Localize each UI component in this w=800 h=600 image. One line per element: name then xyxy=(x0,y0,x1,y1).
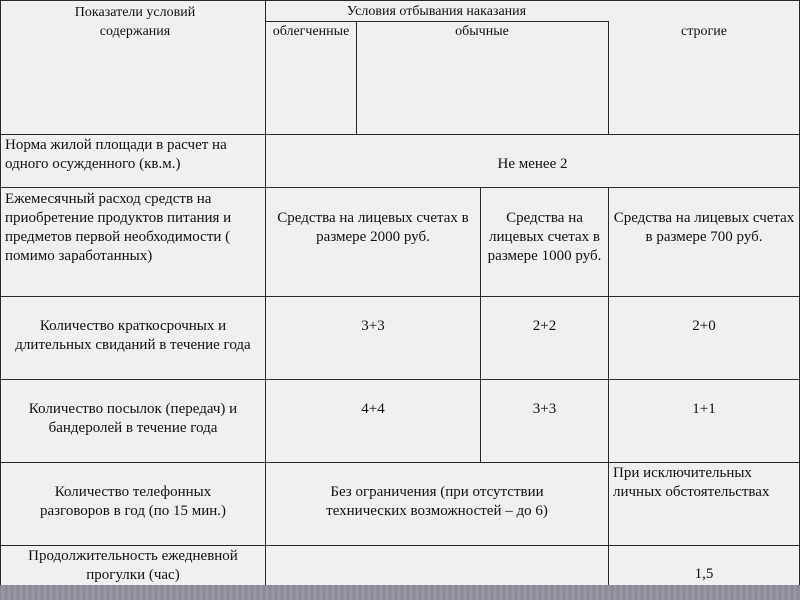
header-strict: строгие xyxy=(681,24,727,39)
row-label-phone-calls: Количество телефонных разговоров в год (по 15 мин.) xyxy=(39,484,227,519)
monthly-funds-strict: Средства на лицевых счетах в размере 700 руб. xyxy=(613,210,795,245)
walk-strict: 1,5 xyxy=(694,566,714,582)
visits-ordinary: 2+2 xyxy=(532,318,557,334)
parcels-lightened: 4+4 xyxy=(361,401,385,417)
monthly-funds-lightened: Средства на лицевых счетах в размере 2000 руб. xyxy=(277,210,469,245)
row-label-monthly-funds: Ежемесячный расход средств на приобретение продуктов питания и предметов первой необходимости ( помимо заработанных) xyxy=(5,191,232,264)
row-label-parcels: Количество посылок (передач) и бандеролей в течение года xyxy=(28,401,238,436)
row-label-walk: Продолжительность ежедневной прогулки (час) xyxy=(28,548,238,583)
row-label-visits: Количество краткосрочных и длительных свиданий в течение года xyxy=(15,318,251,353)
visits-lightened: 3+3 xyxy=(361,318,385,334)
header-indicators: Показатели условий содержания xyxy=(74,5,196,39)
phone-calls-lightened-ordinary: Без ограничения (при отсутствии технических возможностей – до 6) xyxy=(326,484,548,519)
monthly-funds-ordinary: Средства на лицевых счетах в размере 1000 руб. xyxy=(487,210,602,264)
header-conditions: Условия отбывания наказания xyxy=(346,4,527,19)
row-label-living-space: Норма жилой площади в расчет на одного осужденного (кв.м.) xyxy=(5,137,227,172)
bottom-decorative-band xyxy=(0,585,800,600)
header-lightened: облегченные xyxy=(272,24,350,39)
living-space-value: Не менее 2 xyxy=(497,156,568,172)
parcels-ordinary: 3+3 xyxy=(532,401,557,417)
parcels-strict: 1+1 xyxy=(692,401,716,417)
header-ordinary: обычные xyxy=(455,24,509,39)
visits-strict: 2+0 xyxy=(692,318,716,334)
phone-calls-strict: При исключительных личных обстоятельствах xyxy=(613,465,770,500)
